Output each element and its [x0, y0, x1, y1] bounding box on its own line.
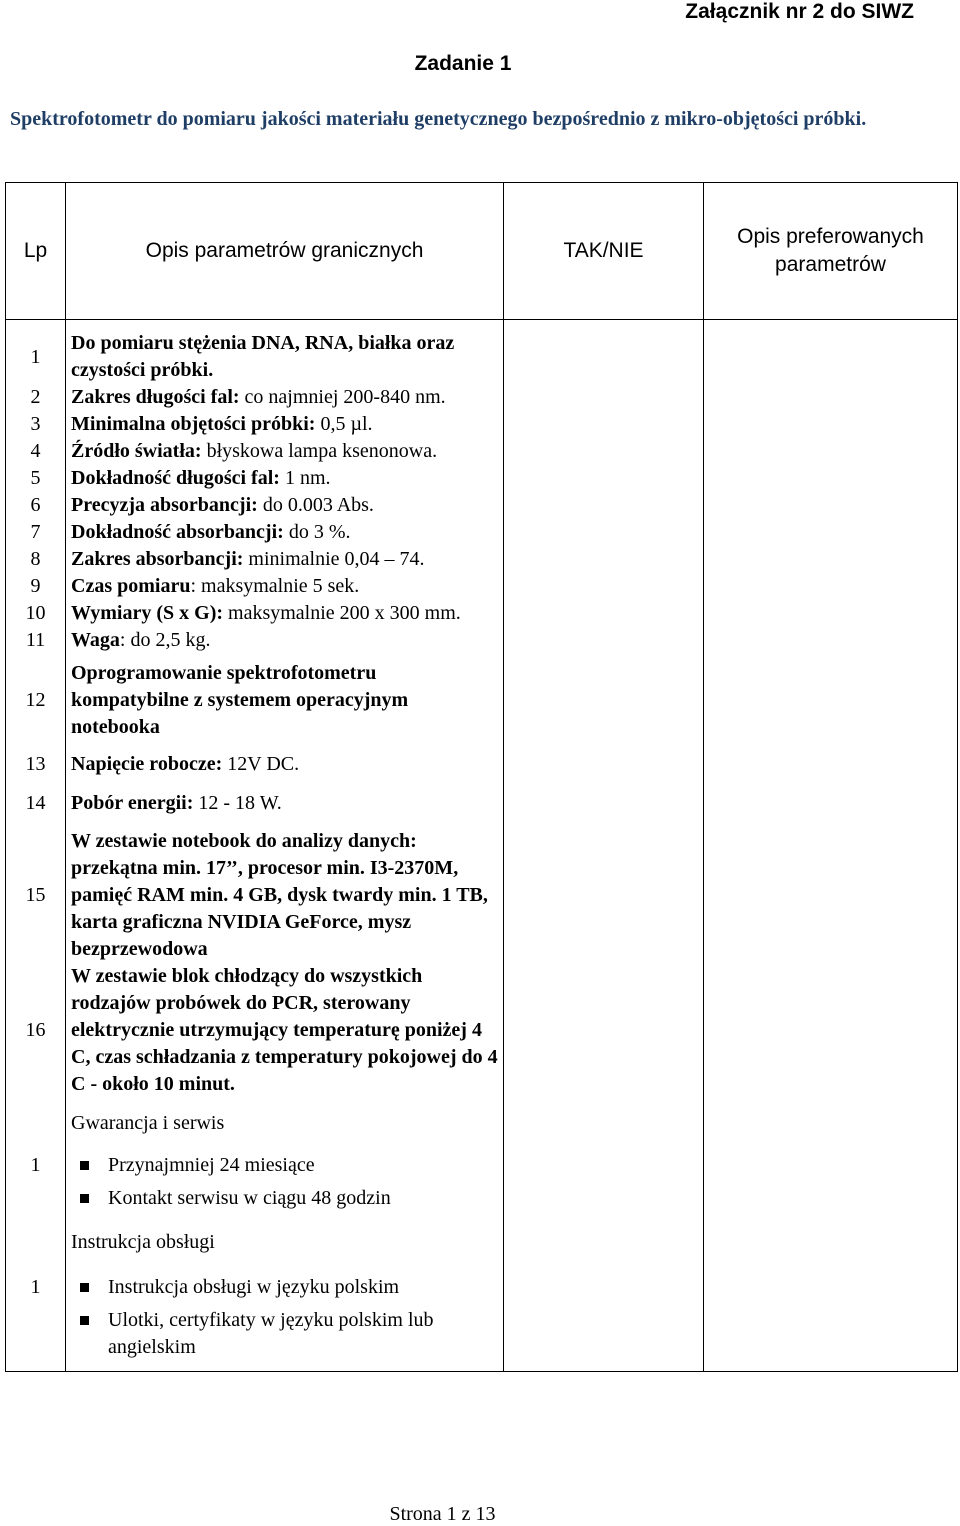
preferred-cell[interactable] — [704, 320, 958, 385]
row-value: błyskowa lampa ksenonowa. — [201, 440, 438, 462]
preferred-cell[interactable] — [704, 546, 958, 573]
preferred-cell[interactable] — [704, 573, 958, 600]
task-title: Zadanie 1 — [414, 52, 512, 75]
row-number: 15 — [6, 825, 66, 963]
row-label: Dokładność absorbancji: — [71, 521, 284, 543]
row-number: 2 — [6, 384, 66, 411]
yes-no-cell[interactable] — [504, 963, 704, 1098]
row-description — [66, 1264, 504, 1372]
yes-no-cell[interactable] — [504, 438, 704, 465]
row-label: Do pomiaru stężenia DNA, RNA, białka oraz czystości próbki. — [71, 332, 455, 381]
row-number: 4 — [6, 438, 66, 465]
row-value: 1 nm. — [279, 467, 331, 489]
row-description — [66, 320, 504, 385]
row-label: Precyzja absorbancji: — [71, 494, 258, 516]
table-row — [6, 1264, 958, 1372]
manual-list — [71, 1274, 499, 1361]
section-row-manual — [6, 1220, 958, 1264]
yes-no-cell[interactable] — [504, 825, 704, 963]
row-description — [66, 492, 504, 519]
row-label: Waga — [71, 629, 120, 651]
table-row — [6, 825, 958, 963]
row-number: 6 — [6, 492, 66, 519]
section-row-warranty — [6, 1098, 958, 1142]
row-label: Wymiary (S x G): — [71, 602, 224, 624]
preferred-cell[interactable] — [704, 465, 958, 492]
list-item: Ulotki, certyfikaty w języku polskim lub angielskim — [71, 1307, 499, 1361]
yes-no-cell[interactable] — [504, 411, 704, 438]
yes-no-cell[interactable] — [504, 1142, 704, 1220]
row-description: W zestawie notebook do analizy danych: przekątna min. 17’’, procesor min. I3-2370M, pamięć RAM min. 4 GB, dysk twardy min. 1 TB, karta graficzna NVIDIA GeForce, mysz bezprzewodowa — [66, 825, 504, 963]
yes-no-cell[interactable] — [504, 519, 704, 546]
yes-no-cell[interactable] — [504, 627, 704, 654]
row-label: Pobór energii: — [71, 791, 194, 814]
row-number: 8 — [6, 546, 66, 573]
column-header-params: Opis parametrów granicznych — [66, 183, 504, 320]
yes-no-cell[interactable] — [504, 546, 704, 573]
row-value: maksymalnie 200 x 300 mm. — [223, 602, 461, 624]
row-description — [66, 600, 504, 627]
row-value: do 0.003 Abs. — [257, 494, 374, 516]
table-row — [6, 781, 958, 825]
row-number: 1 — [6, 320, 66, 385]
preferred-cell[interactable] — [704, 519, 958, 546]
row-value: 12V DC. — [222, 752, 300, 775]
row-value: 0,5 µl. — [315, 413, 373, 435]
row-value: do 3 %. — [283, 521, 351, 543]
preferred-cell[interactable] — [704, 963, 958, 1098]
row-label: Zakres absorbancji: — [71, 548, 244, 570]
table-row — [6, 492, 958, 519]
preferred-cell[interactable] — [704, 438, 958, 465]
yes-no-cell[interactable] — [504, 600, 704, 627]
row-number: 16 — [6, 963, 66, 1098]
row-description — [66, 384, 504, 411]
row-value: : do 2,5 kg. — [119, 629, 211, 651]
section-heading-manual: Instrukcja obsługi — [66, 1220, 504, 1264]
parameters-table — [5, 182, 958, 1372]
row-description — [66, 627, 504, 654]
preferred-cell[interactable] — [704, 747, 958, 781]
subject-description: Spektrofotometr do pomiaru jakości materiału genetycznego bezpośrednio z mikro-objętości próbki. — [10, 108, 867, 130]
table-row — [6, 747, 958, 781]
list-item: Kontakt serwisu w ciągu 48 godzin — [71, 1185, 499, 1212]
row-description — [66, 1142, 504, 1220]
row-number: 3 — [6, 411, 66, 438]
row-value: co najmniej 200-840 nm. — [239, 386, 446, 408]
yes-no-cell[interactable] — [504, 384, 704, 411]
row-number: 1 — [6, 1142, 66, 1220]
column-header-preferred: Opis preferowanych parametrów — [704, 183, 958, 320]
row-number: 14 — [6, 781, 66, 825]
yes-no-cell[interactable] — [504, 573, 704, 600]
row-description — [66, 465, 504, 492]
table-row — [6, 320, 958, 385]
page-number: Strona 1 z 13 — [389, 1503, 496, 1525]
yes-no-cell[interactable] — [504, 465, 704, 492]
annex-label: Załącznik nr 2 do SIWZ — [685, 0, 914, 23]
section-heading-warranty: Gwarancja i serwis — [66, 1098, 504, 1142]
row-description — [66, 411, 504, 438]
table-row — [6, 654, 958, 747]
row-label: Zakres długości fal: — [71, 386, 240, 408]
table-header-row — [6, 183, 958, 320]
preferred-cell[interactable] — [704, 654, 958, 747]
table-row — [6, 411, 958, 438]
row-label: Dokładność długości fal: — [71, 467, 280, 489]
yes-no-cell[interactable] — [504, 781, 704, 825]
table-row — [6, 1142, 958, 1220]
row-number: 7 — [6, 519, 66, 546]
preferred-cell[interactable] — [704, 1142, 958, 1220]
table-row — [6, 465, 958, 492]
row-number: 12 — [6, 654, 66, 747]
preferred-cell[interactable] — [704, 825, 958, 963]
table-row — [6, 573, 958, 600]
row-value: 12 - 18 W. — [193, 791, 282, 814]
table-row — [6, 438, 958, 465]
row-number: 5 — [6, 465, 66, 492]
preferred-cell[interactable] — [704, 384, 958, 411]
row-value: : maksymalnie 5 sek. — [190, 575, 360, 597]
table-row — [6, 546, 958, 573]
row-number: 11 — [6, 627, 66, 654]
row-number: 13 — [6, 747, 66, 781]
row-value: minimalnie 0,04 – 74. — [243, 548, 425, 570]
table-row — [6, 519, 958, 546]
row-label: Źródło światła: — [71, 440, 202, 462]
row-description: Oprogramowanie spektrofotometru kompatybilne z systemem operacyjnym notebooka — [66, 654, 504, 747]
preferred-cell[interactable] — [704, 411, 958, 438]
row-label: Napięcie robocze: — [71, 752, 223, 775]
table-row — [6, 627, 958, 654]
row-description — [66, 573, 504, 600]
yes-no-cell[interactable] — [504, 1264, 704, 1372]
preferred-cell[interactable] — [704, 781, 958, 825]
row-description — [66, 519, 504, 546]
warranty-list — [71, 1152, 499, 1212]
yes-no-cell[interactable] — [504, 654, 704, 747]
column-header-lp: Lp — [6, 183, 66, 320]
row-number: 10 — [6, 600, 66, 627]
yes-no-cell[interactable] — [504, 747, 704, 781]
row-label: Minimalna objętości próbki: — [71, 413, 316, 435]
row-description — [66, 438, 504, 465]
preferred-cell[interactable] — [704, 627, 958, 654]
preferred-cell[interactable] — [704, 492, 958, 519]
list-item: Instrukcja obsługi w języku polskim — [71, 1274, 499, 1301]
yes-no-cell[interactable] — [504, 492, 704, 519]
preferred-cell[interactable] — [704, 1264, 958, 1372]
row-label: Czas pomiaru — [71, 575, 191, 597]
row-number: 9 — [6, 573, 66, 600]
row-description: W zestawie blok chłodzący do wszystkich rodzajów probówek do PCR, sterowany elektrycznie utrzymujący temperaturę poniżej 4 C, czas schładzania z temperatury pokojowej do 4 C - około 10 minut. — [66, 963, 504, 1098]
column-header-yes-no: TAK/NIE — [504, 183, 704, 320]
preferred-cell[interactable] — [704, 600, 958, 627]
row-number: 1 — [6, 1264, 66, 1372]
table-row — [6, 963, 958, 1098]
table-row — [6, 384, 958, 411]
table-row — [6, 600, 958, 627]
yes-no-cell[interactable] — [504, 320, 704, 385]
row-description — [66, 546, 504, 573]
row-description — [66, 747, 504, 781]
row-description — [66, 781, 504, 825]
list-item: Przynajmniej 24 miesiące — [71, 1152, 499, 1179]
